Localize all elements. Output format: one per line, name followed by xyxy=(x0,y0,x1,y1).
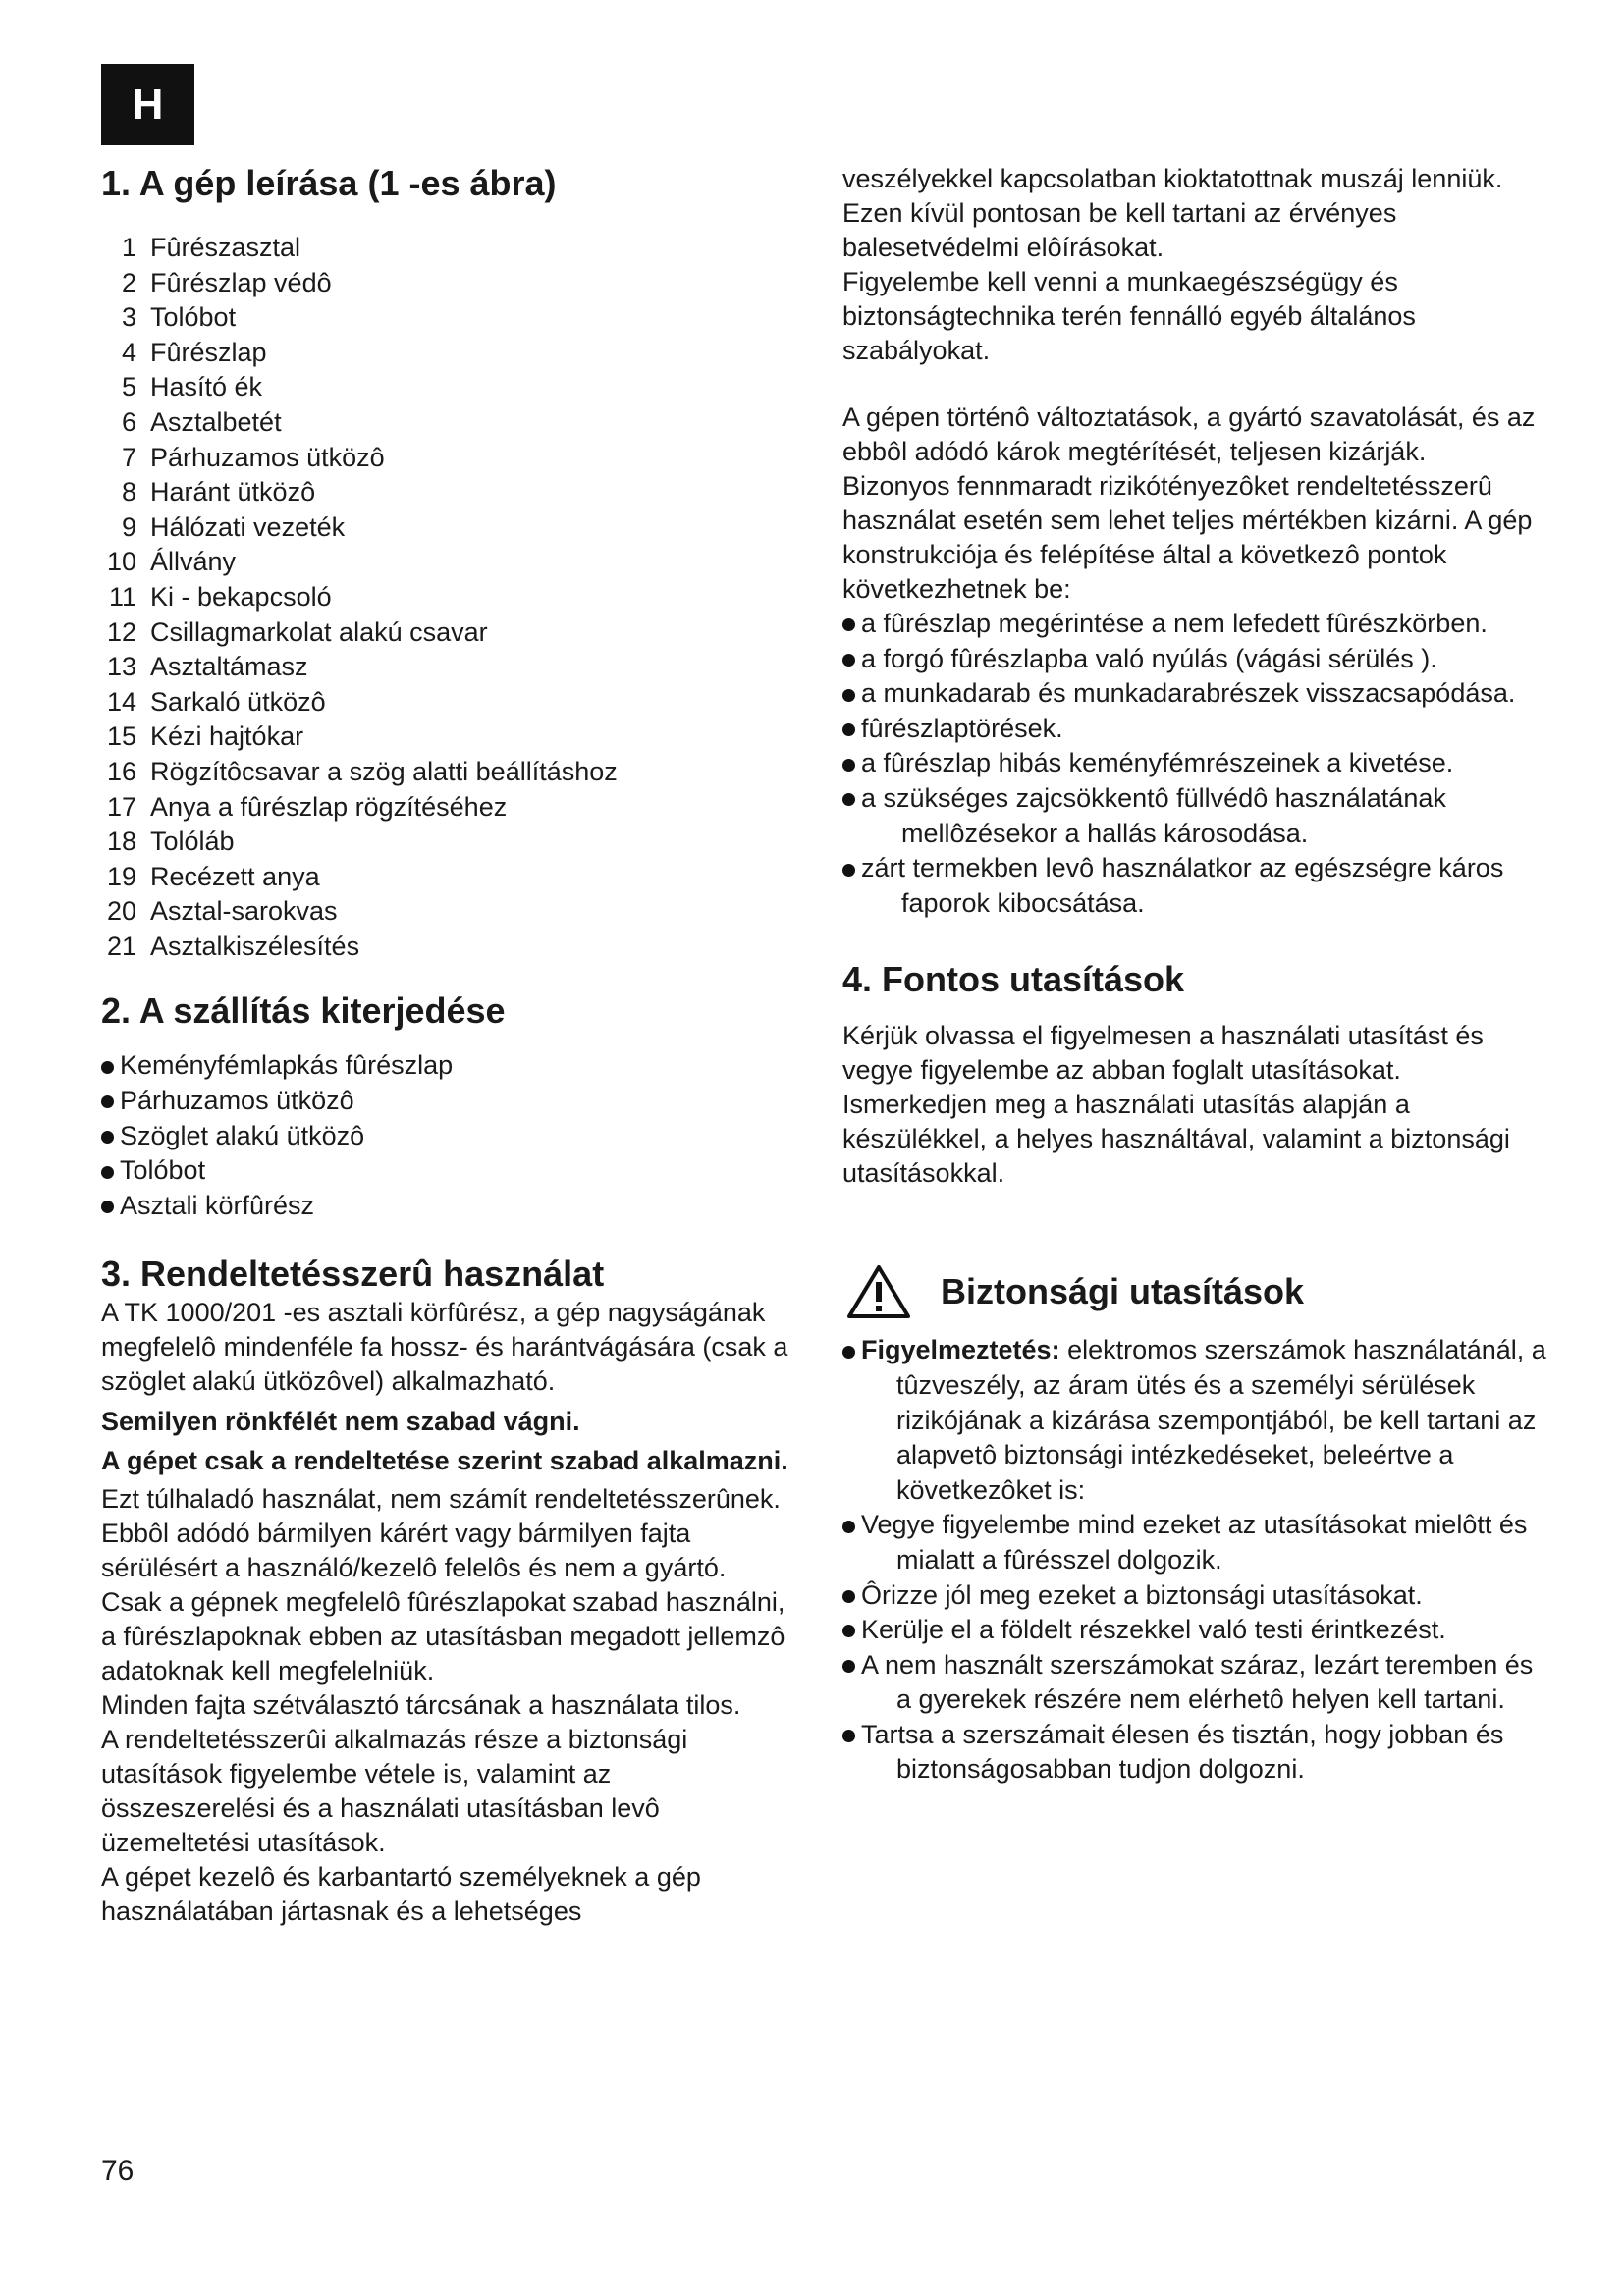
list-item: Vegye figyelembe mind ezeket az utasításokat mielôtt és mialatt a fûrésszel dolgozik. xyxy=(842,1508,1549,1577)
list-item: 19 Recézett anya xyxy=(106,861,320,891)
list-item: 17 Anya a fûrészlap rögzítéséhez xyxy=(106,791,508,822)
bullet-icon xyxy=(842,759,855,772)
section-4-title: 4. Fontos utasítások xyxy=(842,959,1185,1000)
list-item: A nem használt szerszámokat száraz, lezárt teremben és a gyerekek részére nem elérhetô helyen kell tartani. xyxy=(842,1648,1549,1718)
paragraph: A gépen történô változtatások, a gyártó szavatolását, és az ebbôl adódó károk megtérítését, teljesen kizárják. xyxy=(842,402,1536,466)
paragraph: Kérjük olvassa el figyelmesen a használati utasítást és vegye figyelembe az abban foglalt utasításokat. Ismerkedjen meg a használati utasítás alapján a készülékkel, a helyes használtával, valamint a biztonsági utasításokkal. xyxy=(842,1021,1510,1189)
list-item: Keményfémlapkás fûrészlap xyxy=(101,1048,788,1084)
right-column xyxy=(842,162,1549,1788)
delivery-list xyxy=(101,1048,788,1223)
bullet-icon xyxy=(101,1061,114,1074)
paragraph: Bizonyos fennmaradt rizikótényezôket rendeltetésszerû használat esetén sem lehet teljes mértékben kizárni. A gép konstrukciója és felépítése által a következô pontok következhetnek be: xyxy=(842,471,1533,604)
list-item: fûrészlaptörések. xyxy=(842,712,1549,747)
list-item: 11 Ki - bekapcsoló xyxy=(108,581,332,612)
paragraph: veszélyekkel kapcsolatban kioktatottnak muszáj lenniük. xyxy=(842,164,1503,193)
paragraph: Ezen kívül pontosan be kell tartani az érvényes balesetvédelmi elôírásokat. xyxy=(842,198,1397,262)
bullet-icon xyxy=(842,654,855,667)
list-item: 7 Párhuzamos ütközô xyxy=(121,442,385,472)
list-item: 8 Haránt ütközô xyxy=(121,477,316,507)
safety-heading xyxy=(842,1264,1549,1319)
bullet-icon xyxy=(842,1346,855,1359)
bullet-icon xyxy=(842,1730,855,1742)
list-item: Kerülje el a földelt részekkel való testi érintkezést. xyxy=(842,1613,1549,1648)
list-item: 5 Hasító ék xyxy=(121,372,263,402)
list-item: a fûrészlap hibás keményfémrészeinek a kivetése. xyxy=(842,746,1549,781)
list-item: 20 Asztal-sarokvas xyxy=(106,896,338,927)
list-item: 12 Csillagmarkolat alakú csavar xyxy=(106,616,488,647)
section-3-title: 3. Rendeltetésszerû használat xyxy=(101,1254,605,1295)
bullet-icon xyxy=(101,1201,114,1213)
bullet-icon xyxy=(101,1131,114,1144)
section-1-title: 1. A gép leírása (1 -es ábra) xyxy=(101,163,557,203)
list-item: 10 Állvány xyxy=(106,547,237,577)
paragraph: A TK 1000/201 -es asztali körfûrész, a gép nagyságának megfelelô mindenféle fa hossz- és harántvágására (csak a szöglet alakú ütközôvel) alkalmazható. xyxy=(101,1298,788,1397)
list-item: 14 Sarkaló ütközô xyxy=(106,686,326,717)
paragraph: Ezt túlhaladó használat, nem számít rendeltetésszerûnek. Ebbôl adódó bármilyen kárért vagy bármilyen fajta sérülésért a használó/kezelô felelôs és nem a gyártó. xyxy=(101,1484,781,1583)
safety-list xyxy=(842,1333,1549,1788)
list-item: 13 Asztaltámasz xyxy=(106,652,308,682)
paragraph: A gépet kezelô és karbantartó személyeknek a gép használatában jártasnak és a lehetséges xyxy=(101,1862,701,1927)
bold-paragraph: Semilyen rönkfélét nem szabad vágni. xyxy=(101,1407,580,1437)
bullet-icon xyxy=(101,1095,114,1108)
list-item: 21 Asztalkiszélesítés xyxy=(106,931,360,961)
list-item: Asztali körfûrész xyxy=(101,1189,788,1224)
bullet-icon xyxy=(842,723,855,736)
paragraph: Csak a gépnek megfelelô fûrészlapokat szabad használni, a fûrészlapoknak ebben az utasításban megadott jellemzô adatoknak kell megfelelniük. xyxy=(101,1587,785,1686)
warning-triangle-icon xyxy=(846,1264,911,1319)
paragraph: A rendeltetésszerûi alkalmazás része a biztonsági utasítások figyelembe vétele is, valamint az összeszerelési és a használati utasításban levô üzemeltetési utasítások. xyxy=(101,1725,688,1858)
list-item: Tartsa a szerszámait élesen és tisztán, hogy jobban és biztonságosabban tudjon dolgozni. xyxy=(842,1718,1549,1788)
list-item: a szükséges zajcsökkentô füllvédô használatának mellôzésekor a hallás károsodása. xyxy=(842,781,1549,851)
list-item: a munkadarab és munkadarabrészek visszacsapódása. xyxy=(842,676,1549,712)
list-item: 4 Fûrészlap xyxy=(121,337,267,367)
bullet-icon xyxy=(842,1625,855,1637)
left-column xyxy=(101,162,788,1929)
list-item: 15 Kézi hajtókar xyxy=(106,721,304,752)
paragraph: Minden fajta szétválasztó tárcsának a használata tilos. xyxy=(101,1690,741,1721)
risk-list xyxy=(842,607,1549,921)
list-item: Ôrizze jól meg ezeket a biztonsági utasításokat. xyxy=(842,1578,1549,1614)
bullet-icon xyxy=(842,1590,855,1603)
list-item: Szöglet alakú ütközô xyxy=(101,1119,788,1154)
paragraph: Figyelembe kell venni a munkaegészségügy és biztonságtechnika terén fennálló egyéb általános szabályokat. xyxy=(842,267,1416,365)
list-item: 3 Tolóbot xyxy=(121,302,237,333)
list-item: 2 Fûrészlap védô xyxy=(121,267,332,297)
bullet-icon xyxy=(842,1521,855,1533)
list-item: zárt termekben levô használatkor az egészségre káros faporok kibocsátása. xyxy=(842,851,1549,921)
list-item: Párhuzamos ütközô xyxy=(101,1084,788,1119)
bullet-icon xyxy=(842,793,855,806)
parts-list xyxy=(101,231,788,964)
list-item: a forgó fûrészlapba való nyúlás (vágási sérülés ). xyxy=(842,642,1549,677)
bullet-icon xyxy=(842,1660,855,1673)
list-item: 6 Asztalbetét xyxy=(121,406,282,437)
bold-paragraph: A gépet csak a rendeltetése szerint szabad alkalmazni. xyxy=(101,1446,788,1476)
safety-title: Biztonsági utasítások xyxy=(941,1271,1305,1312)
bullet-icon xyxy=(101,1166,114,1179)
bullet-icon xyxy=(842,618,855,631)
bullet-icon xyxy=(842,864,855,877)
list-item: 16 Rögzítôcsavar a szög alatti beállításhoz xyxy=(106,756,618,786)
list-item: 1 Fûrészasztal xyxy=(121,233,301,262)
language-badge: H xyxy=(101,64,194,145)
section-2-title: 2. A szállítás kiterjedése xyxy=(101,990,506,1032)
list-item: 9 Hálózati vezeték xyxy=(121,511,346,542)
list-item: Figyelmeztetés: elektromos szerszámok használatánál, a tûzveszély, az áram ütés és a személyi sérülések rizikójának a kizárása szempontjából, be kell tartani az alapvetô biztonsági intézkedéseket, beleértve a következôket is: xyxy=(842,1333,1549,1508)
list-item: Tolóbot xyxy=(101,1153,788,1189)
list-item: 18 Tolóláb xyxy=(106,827,235,857)
bullet-icon xyxy=(842,689,855,702)
list-item: a fûrészlap megérintése a nem lefedett fûrészkörben. xyxy=(842,607,1549,642)
page-number: 76 xyxy=(101,2155,135,2187)
